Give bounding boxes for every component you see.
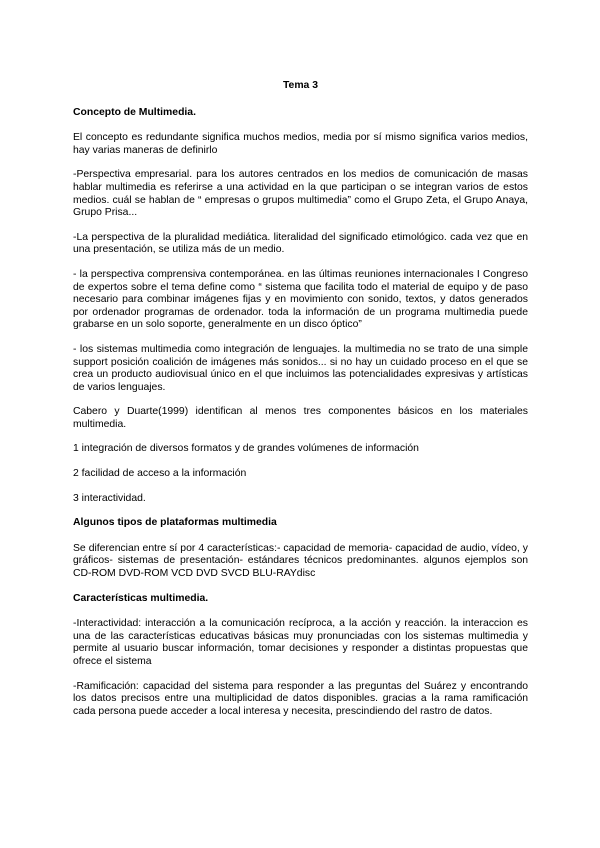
paragraph: -Ramificación: capacidad del sistema para responder a las preguntas del Suárez y encontrando los datos precisos entre una multiplicidad de datos disponibles. gracias a la rama ramificación cada persona puede acceder a local interesa y necesita, prescindiendo del rastro de datos. — [73, 680, 528, 717]
paragraph: - la perspectiva comprensiva contemporánea. en las últimas reuniones internacionales I Congreso de expertos sobre el tema define como “ sistema que facilita todo el material de equipo y de paso necesario para combinar imágenes fijas y en movimiento con sonido, textos, y datos generados por ordenador programas de ordenador. toda la información de un programa multimedia puede grabarse en un solo soporte, generalmente en un disco óptico” — [73, 268, 528, 331]
paragraph: -La perspectiva de la pluralidad mediática. literalidad del significado etimológico. cada vez que en una presentación, se utiliza más de un medio. — [73, 231, 528, 256]
list-item: 2 facilidad de acceso a la información — [73, 468, 247, 480]
paragraph: - los sistemas multimedia como integración de lenguajes. la multimedia no se trato de una simple support posición coalición de imágenes más sonidos... si no hay un cuidado proceso en el que se crea un producto audiovisual único en el que incluimos las potencialidades expresivas y artísticas de varios lenguajes. — [73, 343, 528, 393]
paragraph: -Interactividad: interacción a la comunicación recíproca, a la acción y reacción. la interaccion es una de las características educativas básicas muy pronunciadas con los sistemas multimedia y permite al usuario buscar información, tomar decisiones y responder a distintas propuestas que ofrece el sistema — [73, 618, 528, 667]
document-page — [73, 80, 528, 730]
paragraph: El concepto es redundante significa muchos medios, media por sí mismo significa varios medios, hay varias maneras de definirlo — [73, 132, 528, 156]
document-title: Tema 3 — [282, 80, 319, 91]
section-heading-caracteristicas: Características multimedia. — [73, 592, 209, 604]
paragraph: -Perspectiva empresarial. para los autores centrados en los medios de comunicación de masas hablar multimedia es referirse a una actividad en la que participan o se integran varios de estos medios. cuál se hablan de “ empresas o grupos multimedia” como el Grupo Zeta, el Grupo Anaya, Grupo Prisa... — [73, 169, 528, 219]
paragraph: Cabero y Duarte(1999) identifican al menos tres componentes básicos en los materiales multimedia. — [73, 406, 528, 430]
paragraph: Se diferencian entre sí por 4 características:- capacidad de memoria- capacidad de audio, vídeo, y gráficos- sistemas de presentación- estándares técnicos predominantes. algunos ejemplos son CD-ROM DVD-ROM VCD DVD SVCD BLU-RAYdisc — [73, 542, 528, 580]
list-item: 3 interactividad. — [73, 492, 146, 504]
section-heading-concepto: Concepto de Multimedia. — [73, 106, 196, 118]
list-item: 1 integración de diversos formatos y de grandes volúmenes de información — [73, 443, 419, 455]
section-heading-plataformas: Algunos tipos de plataformas multimedia — [73, 517, 277, 529]
